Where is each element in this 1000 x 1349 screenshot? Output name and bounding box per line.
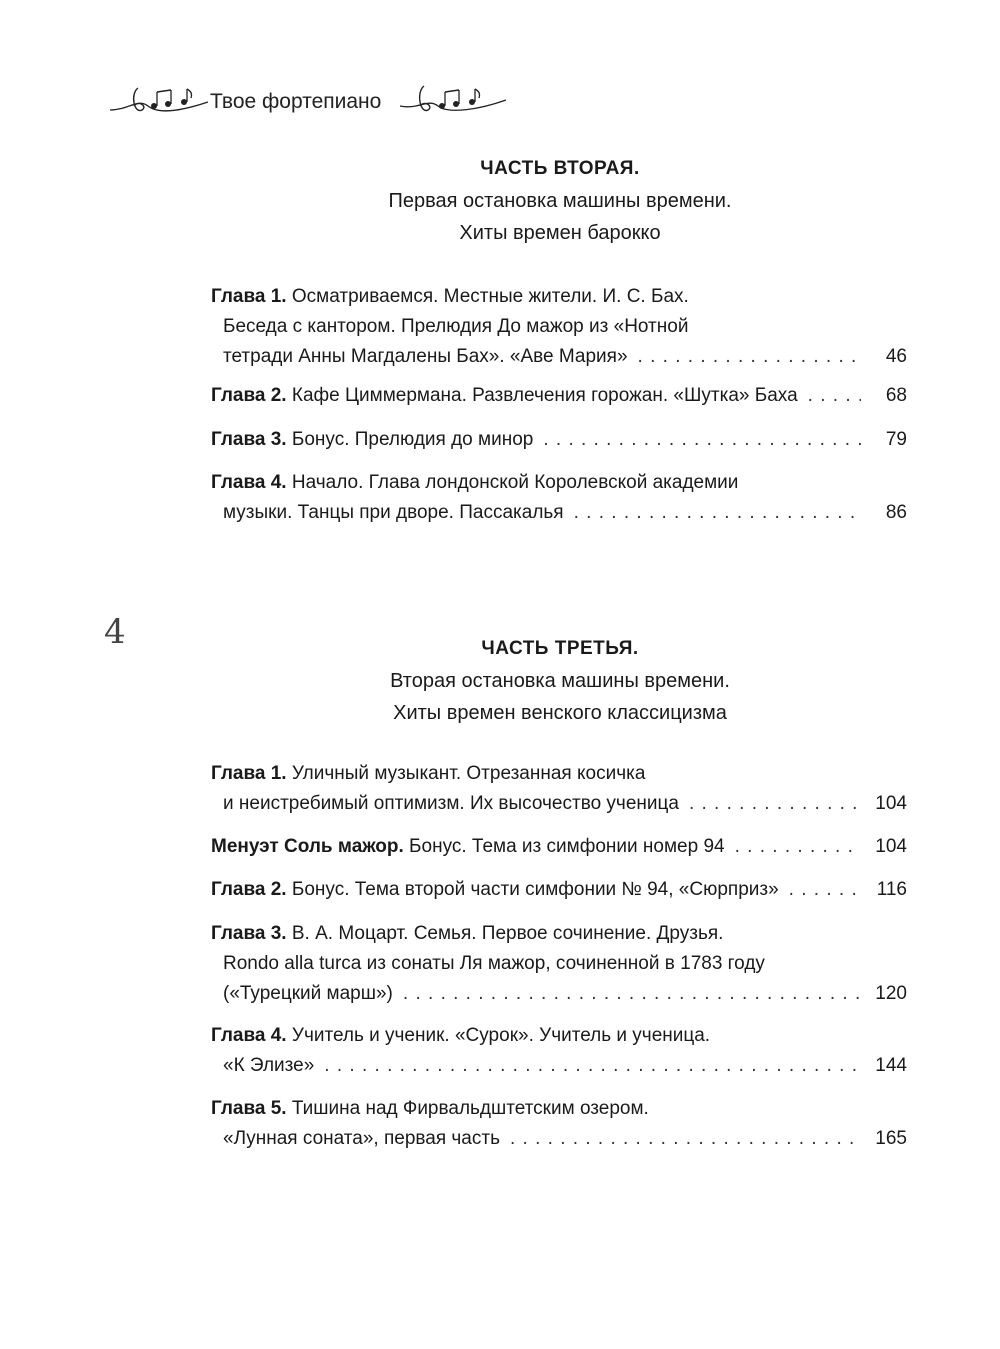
entry-text: музыки. Танцы при дворе. Пассакалья	[223, 502, 564, 523]
entry-label: Глава 2.	[211, 385, 287, 406]
entry-label: Глава 4.	[211, 1025, 287, 1046]
toc-entry[interactable]	[211, 919, 907, 1009]
entry-page-number: 120	[875, 983, 907, 1004]
entry-text: Тишина над Фирвальдштетским озером.	[291, 1098, 649, 1119]
entry-text: Беседа с кантором. Прелюдия До мажор из «Нотной	[223, 316, 689, 337]
entry-label: Глава 4.	[211, 472, 287, 493]
part-title: ЧАСТЬ ТРЕТЬЯ.	[481, 638, 639, 659]
entry-page-number: 86	[885, 502, 907, 523]
leader-dots	[574, 498, 861, 528]
entry-page-number: 116	[876, 879, 907, 900]
leader-dots	[789, 875, 861, 905]
entry-page-number: 144	[875, 1055, 907, 1076]
leader-dots	[689, 789, 861, 819]
leader-dots	[638, 342, 861, 372]
part-subtitle: Хиты времен венского классицизма	[393, 702, 727, 724]
entry-text: и неистребимый оптимизм. Их высочество ученица	[223, 793, 679, 814]
entry-text: Учитель и ученик. «Сурок». Учитель и ученица.	[291, 1025, 711, 1046]
entry-page-number: 104	[875, 836, 907, 857]
music-notes-ornament-icon	[398, 80, 508, 120]
entry-label: Менуэт Соль мажор.	[211, 836, 404, 857]
part-subtitle: Вторая остановка машины времени.	[390, 670, 730, 692]
entry-label: Глава 3.	[211, 429, 287, 450]
leader-dots	[543, 425, 861, 455]
entry-text: «Лунная соната», первая часть	[223, 1128, 500, 1149]
toc-entry[interactable]	[211, 282, 907, 372]
entry-page-number: 104	[875, 793, 907, 814]
running-head	[108, 80, 528, 120]
entry-label: Глава 1.	[211, 286, 287, 307]
entry-label: Глава 2.	[211, 879, 287, 900]
toc-entry[interactable]	[211, 832, 907, 862]
toc-entry[interactable]	[211, 381, 907, 411]
entry-page-number: 46	[885, 346, 907, 367]
entry-page-number: 165	[875, 1128, 907, 1149]
toc-entry[interactable]	[211, 468, 907, 528]
toc-entry[interactable]	[211, 425, 907, 455]
toc-entry[interactable]	[211, 875, 907, 905]
toc-entry[interactable]	[211, 759, 907, 819]
part-three-heading	[300, 633, 820, 729]
part-two-heading	[300, 153, 820, 249]
running-head-title: Твое фортепиано	[210, 90, 382, 113]
entry-text: «К Элизе»	[223, 1055, 315, 1076]
entry-text: Кафе Циммермана. Развлечения горожан. «Шутка» Баха	[291, 385, 798, 406]
part-subtitle: Первая остановка машины времени.	[388, 190, 732, 212]
entry-text: Осматриваемся. Местные жители. И. С. Бах.	[291, 286, 689, 307]
entry-text: Rondo alla turca из сонаты Ля мажор, сочиненной в 1783 году	[223, 953, 765, 974]
toc-entry[interactable]	[211, 1094, 907, 1154]
music-notes-ornament-icon	[108, 80, 210, 120]
page-number: 4	[104, 612, 126, 652]
entry-label: Глава 1.	[211, 763, 287, 784]
leader-dots	[808, 381, 861, 411]
entry-text: тетради Анны Магдалены Бах». «Аве Мария»	[223, 346, 628, 367]
entry-text: Бонус. Тема из симфонии номер 94	[409, 836, 725, 857]
entry-text: Уличный музыкант. Отрезанная косичка	[291, 763, 646, 784]
entry-text: В. А. Моцарт. Семья. Первое сочинение. Друзья.	[291, 923, 724, 944]
entry-text: Бонус. Тема второй части симфонии № 94, «Сюрприз»	[291, 879, 779, 900]
entry-page-number: 79	[885, 429, 907, 450]
entry-text: Начало. Глава лондонской Королевской академии	[291, 472, 739, 493]
entry-page-number: 68	[885, 385, 907, 406]
entry-text: Бонус. Прелюдия до минор	[291, 429, 534, 450]
entry-label: Глава 5.	[211, 1098, 287, 1119]
leader-dots	[324, 1051, 861, 1081]
leader-dots	[403, 979, 861, 1009]
entry-label: Глава 3.	[211, 923, 287, 944]
toc-entry[interactable]	[211, 1021, 907, 1081]
leader-dots	[510, 1124, 861, 1154]
part-subtitle: Хиты времен барокко	[459, 222, 661, 244]
leader-dots	[735, 832, 861, 862]
entry-text: («Турецкий марш»)	[223, 983, 393, 1004]
part-title: ЧАСТЬ ВТОРАЯ.	[480, 158, 640, 179]
